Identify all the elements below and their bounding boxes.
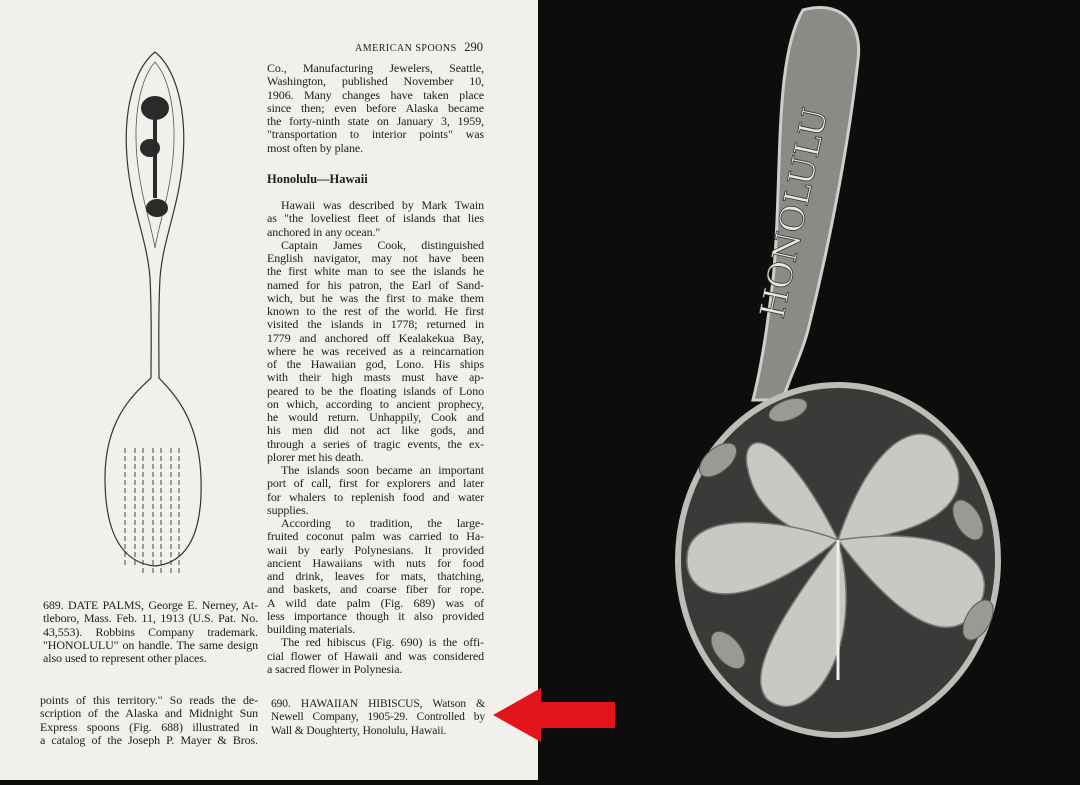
text-line: Express spoons (Fig. 688) illustrated in (40, 719, 258, 734)
section-heading: Honolulu—Hawaii (267, 172, 368, 186)
text-line: English navigator, may not have been (267, 251, 484, 265)
running-head (355, 40, 483, 55)
continued-paragraph (40, 694, 258, 747)
text-line: less importance though it also provided (267, 608, 484, 623)
text-line: through a series of tragic events, the ex- (267, 436, 484, 451)
text-line: According to tradition, the large- (281, 516, 484, 530)
hibiscus-spoon-image (538, 0, 1080, 780)
text-line: and drink, leaves for mats, thatching, (267, 569, 484, 583)
caption-689 (43, 599, 258, 665)
text-line: 1906. Many changes have taken place (267, 87, 484, 102)
text-line: Co., Manufacturing Jewelers, Seattle, (267, 61, 484, 75)
text-line: known to the rest of the world. He first (267, 304, 484, 318)
caption-line: 690. HAWAIIAN HIBISCUS, Watson & (271, 698, 485, 710)
text-line: with their high masts must have ap- (267, 370, 484, 385)
text-line: Washington, published November 10, (267, 74, 484, 89)
text-line: of the Hawaiian god, Lono. His ships (267, 357, 484, 371)
text-line: peared to be the floating islands of Lono (267, 383, 484, 398)
caption-690 (271, 698, 485, 738)
hibiscus-spoon-photo (538, 0, 1080, 780)
date-palm-spoon-illustration (95, 48, 215, 578)
text-line: a sacred flower in Polynesia. (267, 661, 403, 676)
caption-line: Newell Company, 1905-29. Controlled by (271, 711, 485, 724)
text-line: since then; even before Alaska became (267, 100, 484, 115)
text-line: port of call, first for explorers and later (267, 476, 484, 491)
text-line: cial flower of Hawaii and was considered (267, 648, 484, 663)
text-line: building materials. (267, 622, 356, 636)
text-line: scription of the Alaska and Midnight Sun (40, 706, 258, 721)
text-line: a catalog of the Joseph P. Mayer & Bros. (40, 732, 258, 747)
text-line: Captain James Cook, distinguished (281, 237, 484, 252)
text-line: his men did not act like gods, and (267, 423, 484, 438)
text-line: on which, according to ancient prophecy, (267, 396, 484, 411)
text-line: the forty-ninth state on January 3, 1959, (267, 114, 484, 128)
book-page (0, 0, 538, 780)
palm-tree-engraving (140, 96, 169, 217)
text-line: points of this territory." So reads the de- (40, 693, 258, 707)
text-line: where he was received as a reincarnation (267, 343, 484, 358)
caption-line: also used to represent other places. (43, 651, 207, 665)
text-line: fruited coconut palm was carried to Ha- (267, 529, 484, 544)
text-line: visited the islands in 1778; returned in (267, 317, 484, 332)
text-line: plorer met his death. (267, 449, 364, 464)
handle-inscription: HONOLULU (752, 104, 837, 322)
page-number: 290 (464, 40, 483, 54)
text-line: for whalers to replenish food and water (267, 489, 484, 504)
caption-line: 689. DATE PALMS, George E. Nerney, At- (43, 598, 258, 612)
text-line: A wild date palm (Fig. 689) was of (267, 595, 484, 610)
caption-line: Wall & Doughterty, Honolulu, Hawaii. (271, 724, 447, 737)
text-line: 1779 and anchored off Kealakekua Bay, (267, 330, 484, 345)
red-arrow-pointer (493, 688, 618, 743)
text-line: most often by plane. (267, 140, 363, 155)
text-line: Hawaii was described by Mark Twain (281, 198, 484, 212)
caption-line: 43,553). Robbins Company trademark. (43, 624, 258, 639)
text-line: anchored in any ocean." (267, 224, 381, 239)
intro-paragraph (267, 62, 484, 155)
body-text (267, 199, 484, 676)
caption-line: tleboro, Mass. Feb. 11, 1913 (U.S. Pat. No. (43, 611, 258, 626)
text-line: ancient Hawaiians with nuts for food (267, 555, 484, 570)
text-line: the first white man to see the islands he (267, 264, 484, 279)
text-line: supplies. (267, 502, 309, 517)
caption-line: "HONOLULU" on handle. The same design (43, 637, 258, 652)
text-line: "transportation to interior points" was (267, 127, 484, 142)
text-line: The red hibiscus (Fig. 690) is the offi- (281, 635, 484, 650)
text-line: The islands soon became an important (281, 463, 484, 477)
text-line: wich, but he was the first to make them (267, 290, 484, 305)
text-line: waii by early Polynesians. It provided (267, 542, 484, 557)
text-line: and baskets, and coarse fiber for rope. (267, 582, 484, 597)
text-line: he would return. Unhappily, Cook and (267, 410, 484, 424)
text-line: as "the loveliest fleet of islands that lies (267, 211, 484, 226)
text-line: named for his patron, the Earl of Sand- (267, 277, 484, 292)
running-title: AMERICAN SPOONS (355, 43, 457, 54)
